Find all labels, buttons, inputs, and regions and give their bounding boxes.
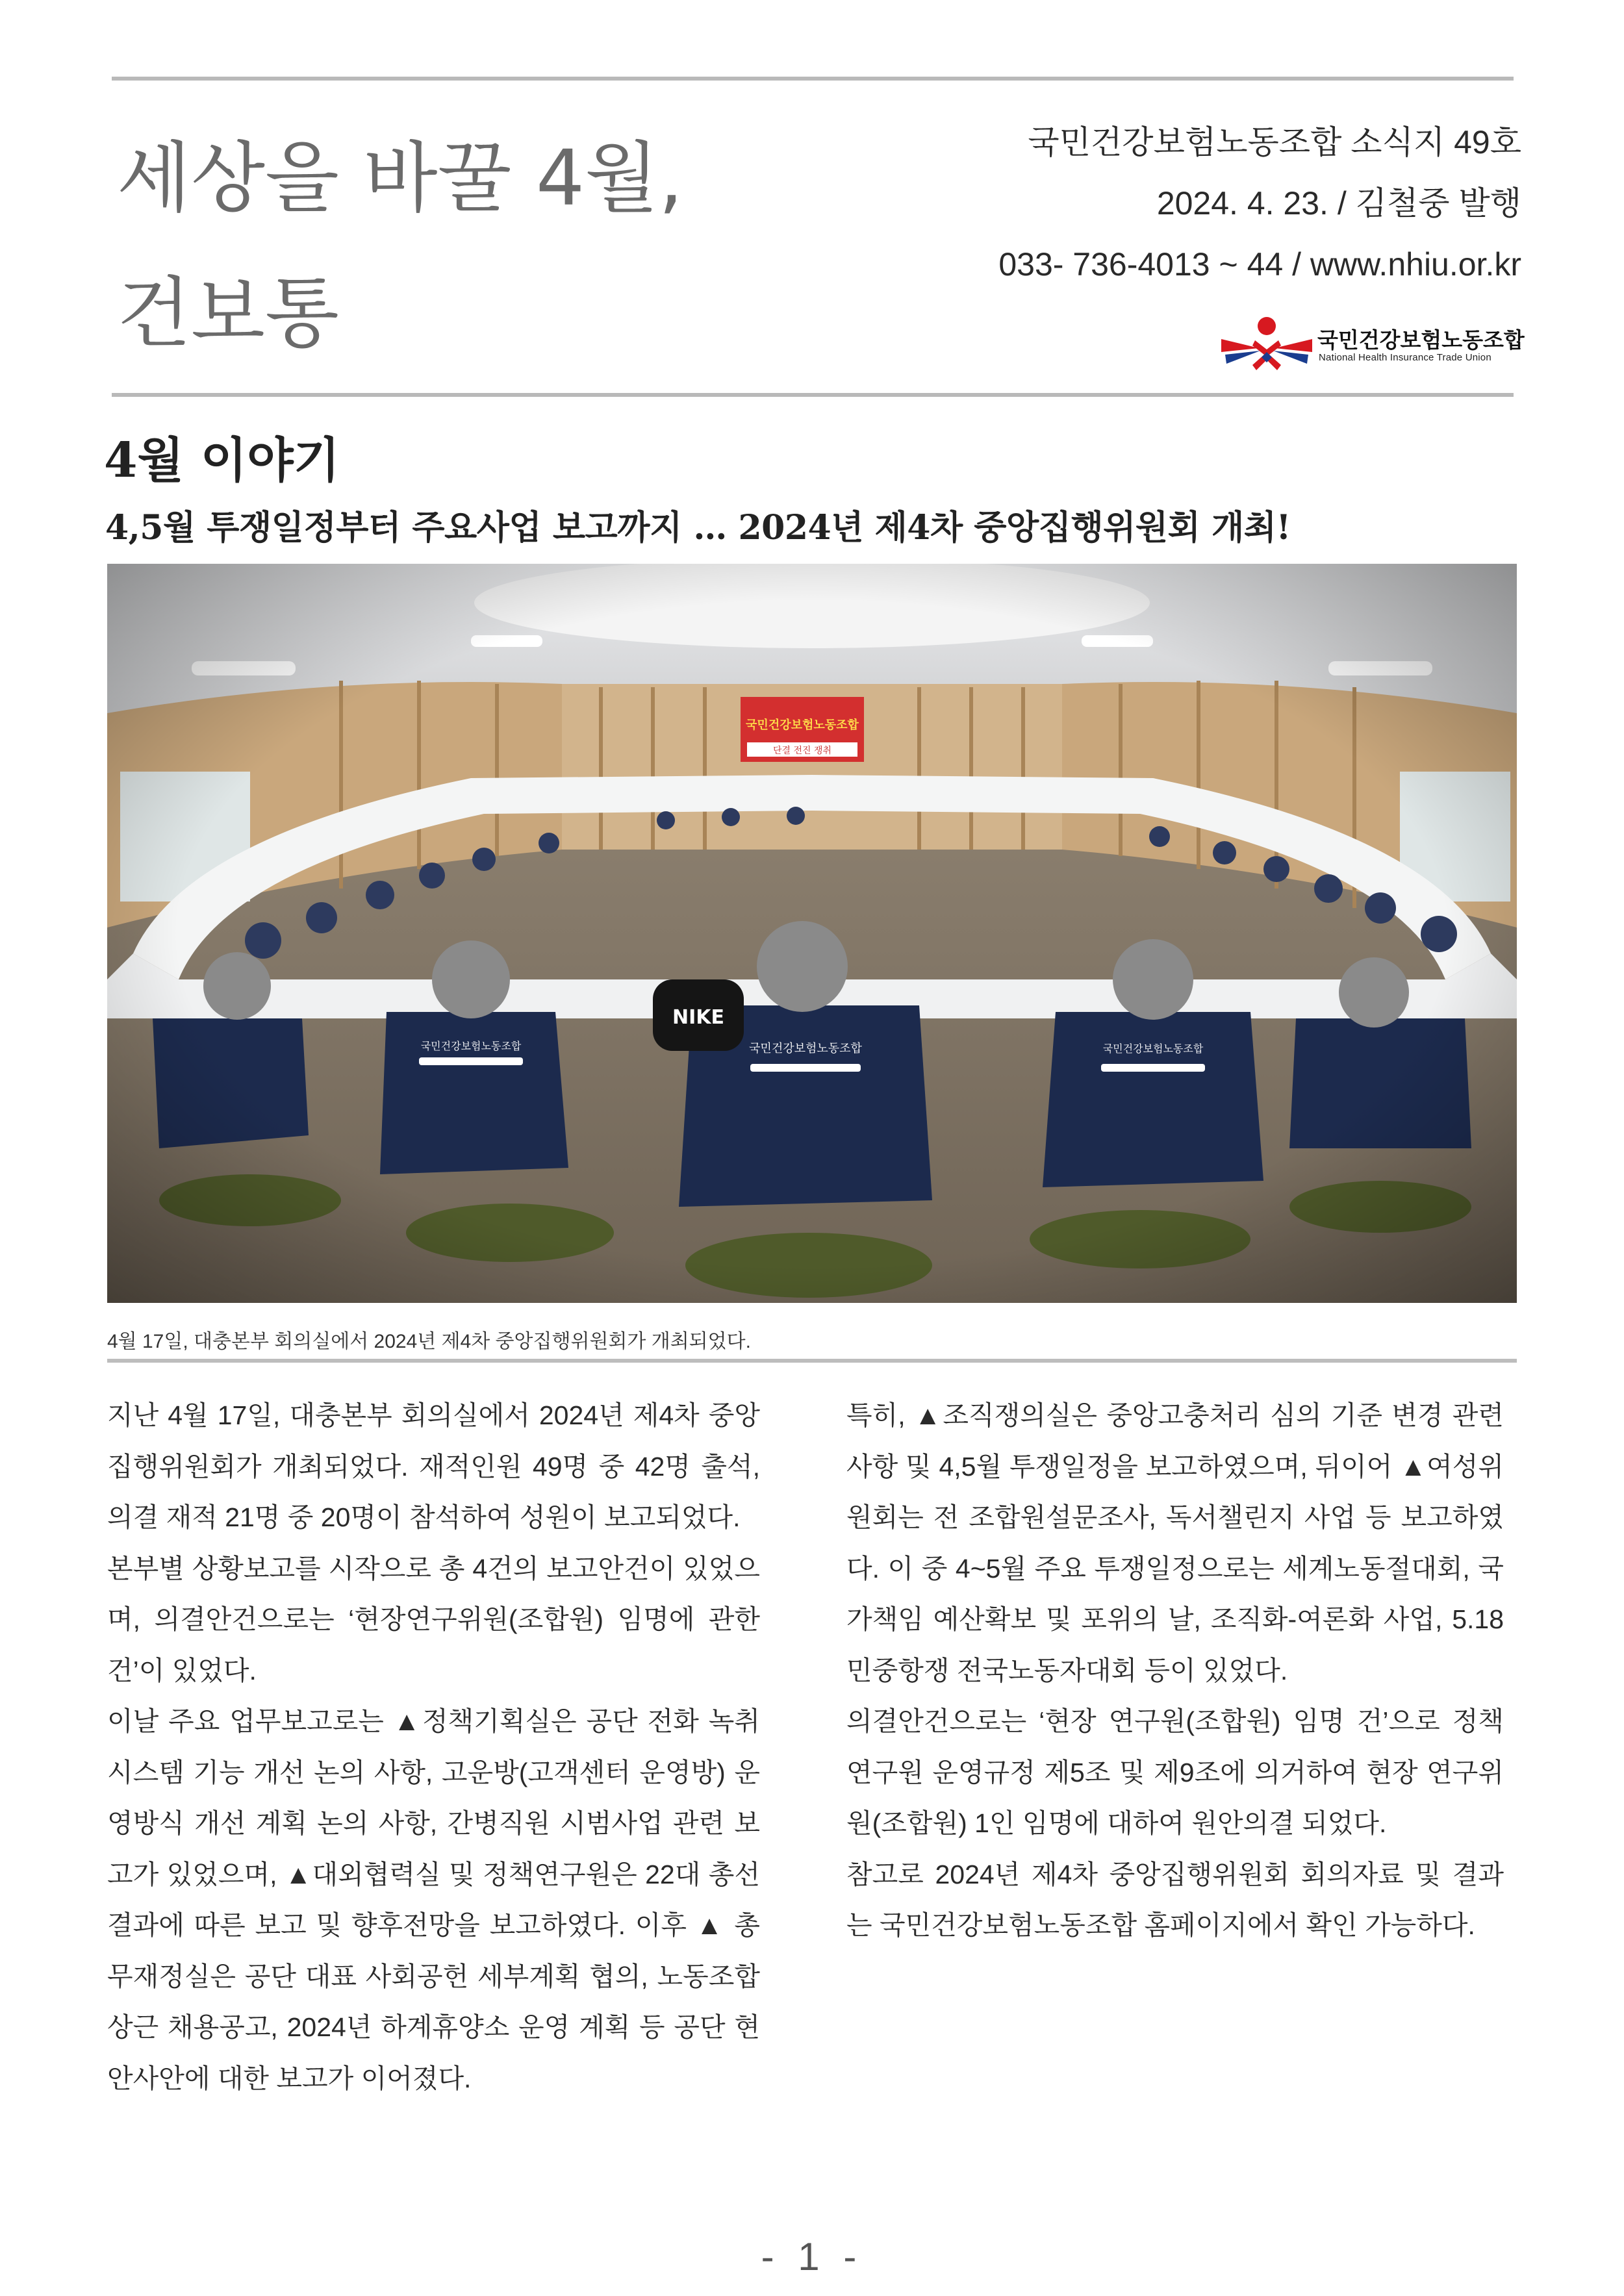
issue-number: 국민건강보험노동조합 소식지 49호 (1028, 124, 1521, 160)
paragraph: 참고로 2024년 제4차 중앙집행위원회 회의자료 및 결과는 국민건강보험노동조합 홈페이지에서 확인 가능하다. (846, 1859, 1504, 1940)
article-body-right (846, 1390, 1504, 1951)
masthead-title (117, 110, 896, 381)
logo-name: 국민건강보험노동조합 (1317, 328, 1525, 352)
contact-info: 033- 736-4013 ~ 44 / www.nhiu.or.kr (998, 246, 1521, 283)
issue-info (998, 112, 1521, 295)
paragraph: 이날 주요 업무보고로는 ▲정책기획실은 공단 전화 녹취시스템 기능 개선 논의 사항, 고운방(고객센터 운영방) 운영방식 개선 계획 논의 사항, 간병직원 시범사업 관련 보고가 있었으며, ▲대외협력실 및 정책연구원은 22대 총선결과에 따른 보고 및 향후전망을 보고하였다. 이후 ▲ 총무재정실은 공단 대표 사회공헌 세부계획 협의, 노동조합 상근 채용공고, 2024년 하계휴양소 운영 계획 등 공단 현안사안에 대한 보고가 이어졌다. (107, 1706, 760, 2093)
union-logo (1221, 312, 1527, 377)
article-body-left (107, 1390, 760, 2104)
union-emblem-icon (1221, 312, 1312, 377)
meeting-photo-illustration (107, 564, 1517, 1303)
header-divider (112, 393, 1514, 397)
paragraph: 지난 4월 17일, 대충본부 회의실에서 2024년 제4차 중앙집행위원회가 개최되었다. 재적인원 49명 중 42명 출석, 의결 재적 21명 중 20명이 참석하여 성원이 보고되었다. (107, 1400, 760, 1532)
page-number: - 1 - (761, 2235, 863, 2278)
publish-date: 2024. 4. 23. / 김철중 발행 (1156, 185, 1521, 221)
paragraph: 의결안건으로는 ‘현장 연구원(조합원) 임명 건’으로 정책연구원 운영규정 제5조 및 제9조에 의거하여 현장 연구위원(조합원) 1인 임명에 대하여 원안의결 되었다. (846, 1706, 1504, 1838)
caption-divider (107, 1359, 1517, 1363)
top-rule (112, 77, 1514, 81)
logo-english-name: National Health Insurance Trade Union (1319, 352, 1491, 363)
section-title: 4월 이야기 (104, 433, 340, 488)
masthead-title-line2: 건보통 (117, 268, 339, 358)
photo-caption: 4월 17일, 대충본부 회의실에서 2024년 제4차 중앙집행위원회가 개최되었다. (107, 1331, 751, 1352)
paragraph: 본부별 상황보고를 시작으로 총 4건의 보고안건이 있었으며, 의결안건으로는 ‘현장연구위원(조합원) 임명에 관한 건’이 있었다. (107, 1553, 760, 1685)
article-headline: 4,5월 투쟁일정부터 주요사업 보고까지 … 2024년 제4차 중앙집행위원회 개최! (105, 508, 1291, 548)
masthead-title-line1: 세상을 바꿀 4월, (117, 133, 683, 223)
meeting-photo (107, 564, 1517, 1303)
paragraph: 특히, ▲조직쟁의실은 중앙고충처리 심의 기준 변경 관련 사항 및 4,5월 투쟁일정을 보고하였으며, 뒤이어 ▲여성위원회는 전 조합원설문조사, 독서챌린지 사업 등 보고하였다. 이 중 4~5월 주요 투쟁일정으로는 세계노동절대회, 국가책임 예산확보 및 포위의 날, 조직화-여론화 사업, 5.18민중항쟁 전국노동자대회 등이 있었다. (846, 1400, 1504, 1685)
